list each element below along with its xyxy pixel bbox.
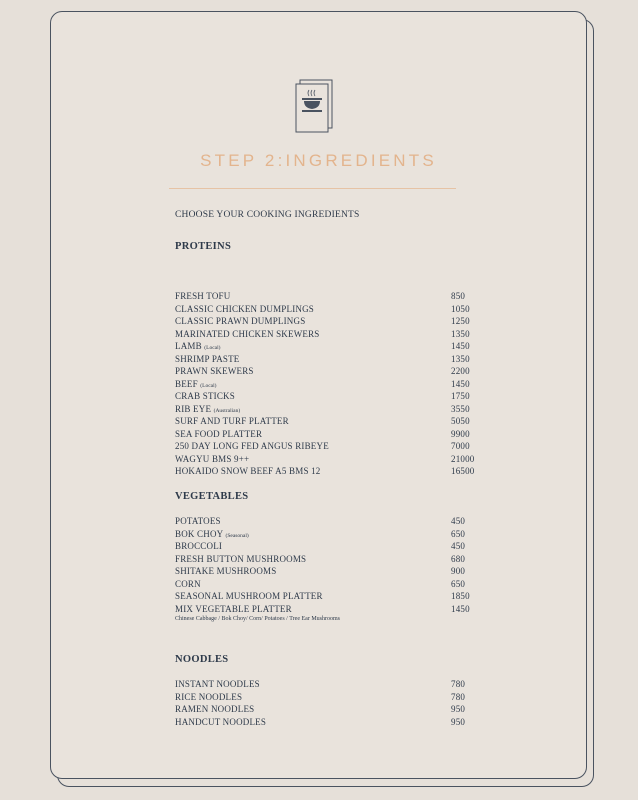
page-title: STEP 2:INGREDIENTS xyxy=(200,151,437,170)
item-name: CLASSIC CHICKEN DUMPLINGS xyxy=(175,303,315,314)
vegetables-list xyxy=(175,515,485,624)
item-price: 900 xyxy=(451,566,466,576)
item-name: HOKAIDO SNOW BEEF A5 BMS 12 xyxy=(175,466,321,476)
item-name: 250 DAY LONG FED ANGUS RIBEYE xyxy=(175,441,329,451)
list-item xyxy=(175,303,485,316)
list-item xyxy=(175,590,485,603)
list-item xyxy=(175,691,485,704)
item-name: MIX VEGETABLE PLATTER xyxy=(175,603,292,614)
list-item xyxy=(175,453,485,466)
list-item xyxy=(175,378,485,391)
item-price: 680 xyxy=(451,553,466,564)
item-name: BEEF xyxy=(175,378,198,389)
item-price: 1050 xyxy=(451,303,470,314)
noodles-list xyxy=(175,678,485,728)
list-item xyxy=(175,415,485,428)
item-price: 3550 xyxy=(451,403,470,414)
list-item xyxy=(175,353,485,366)
item-name: MARINATED CHICKEN SKEWERS xyxy=(175,328,320,339)
item-price: 950 xyxy=(451,704,466,714)
list-item xyxy=(175,390,485,403)
item-name: LAMB xyxy=(175,341,202,351)
item-price: 1850 xyxy=(451,591,470,601)
item-price: 1350 xyxy=(451,328,470,339)
list-item xyxy=(175,540,485,553)
item-price: 780 xyxy=(451,691,466,702)
menu-card xyxy=(50,11,587,779)
subtitle: CHOOSE YOUR COOKING INGREDIENTS xyxy=(175,210,360,220)
list-item xyxy=(175,515,485,528)
list-item xyxy=(175,465,485,478)
list-item xyxy=(175,340,485,353)
item-price: 780 xyxy=(451,679,466,689)
list-item xyxy=(175,403,485,416)
item-price: 850 xyxy=(451,291,466,301)
platter-detail: Chinese Cabbage / Bok Choy/ Corn/ Potatoes / Tree Ear Mushrooms xyxy=(175,616,340,622)
item-name: BOK CHOY xyxy=(175,528,224,539)
list-item xyxy=(175,565,485,578)
list-item xyxy=(175,553,485,566)
item-name: WAGYU BMS 9++ xyxy=(175,453,250,464)
item-name: HANDCUT NOODLES xyxy=(175,716,267,727)
list-item xyxy=(175,428,485,441)
list-item xyxy=(175,528,485,541)
item-price: 650 xyxy=(451,528,466,539)
item-name: SURF AND TURF PLATTER xyxy=(175,416,289,426)
item-name: FRESH BUTTON MUSHROOMS xyxy=(175,553,307,564)
item-price: 7000 xyxy=(451,441,470,451)
list-item xyxy=(175,328,485,341)
item-name: SEASONAL MUSHROOM PLATTER xyxy=(175,591,323,601)
item-note: (Local) xyxy=(200,382,217,389)
item-name: BROCCOLI xyxy=(175,541,223,551)
item-name: RIB EYE xyxy=(175,403,212,414)
section-heading-noodles: NOODLES xyxy=(175,654,229,665)
item-name: CORN xyxy=(175,578,201,589)
hotpot-menu-icon xyxy=(294,79,334,133)
item-price: 2200 xyxy=(451,366,470,376)
list-item xyxy=(175,440,485,453)
item-note: (Seasonal) xyxy=(225,532,249,539)
list-item xyxy=(175,315,485,328)
item-price: 450 xyxy=(451,516,466,526)
item-name: RICE NOODLES xyxy=(175,691,243,702)
list-item xyxy=(175,603,485,616)
item-name: SHITAKE MUSHROOMS xyxy=(175,566,277,576)
item-name: CLASSIC PRAWN DUMPLINGS xyxy=(175,316,306,326)
proteins-list xyxy=(175,290,485,478)
item-name: CRAB STICKS xyxy=(175,391,235,401)
item-price: 1750 xyxy=(451,391,470,401)
item-price: 1250 xyxy=(451,316,470,326)
item-price: 16500 xyxy=(451,466,475,476)
item-name: INSTANT NOODLES xyxy=(175,679,260,689)
item-name: FRESH TOFU xyxy=(175,291,231,301)
item-price: 450 xyxy=(451,541,466,551)
list-item xyxy=(175,716,485,729)
item-name: POTATOES xyxy=(175,516,221,526)
item-price: 5050 xyxy=(451,416,470,426)
item-name: RAMEN NOODLES xyxy=(175,704,255,714)
item-price: 1450 xyxy=(451,341,470,351)
list-item xyxy=(175,578,485,591)
item-name: PRAWN SKEWERS xyxy=(175,366,254,376)
title-divider xyxy=(169,188,456,189)
item-name: SEA FOOD PLATTER xyxy=(175,428,263,439)
list-item xyxy=(175,703,485,716)
list-item xyxy=(175,678,485,691)
item-note: (Local) xyxy=(204,345,221,351)
item-price: 9900 xyxy=(451,428,470,439)
item-name: SHRIMP PASTE xyxy=(175,353,240,364)
item-note: (Australian) xyxy=(213,407,241,414)
item-price: 21000 xyxy=(451,453,475,464)
item-price: 1450 xyxy=(451,603,470,614)
item-price: 1350 xyxy=(451,353,470,364)
list-item xyxy=(175,290,485,303)
section-heading-vegetables: VEGETABLES xyxy=(175,491,249,502)
section-heading-proteins: PROTEINS xyxy=(175,241,232,252)
item-price: 650 xyxy=(451,578,466,589)
item-price: 950 xyxy=(451,716,466,727)
list-item xyxy=(175,365,485,378)
item-price: 1450 xyxy=(451,378,470,389)
